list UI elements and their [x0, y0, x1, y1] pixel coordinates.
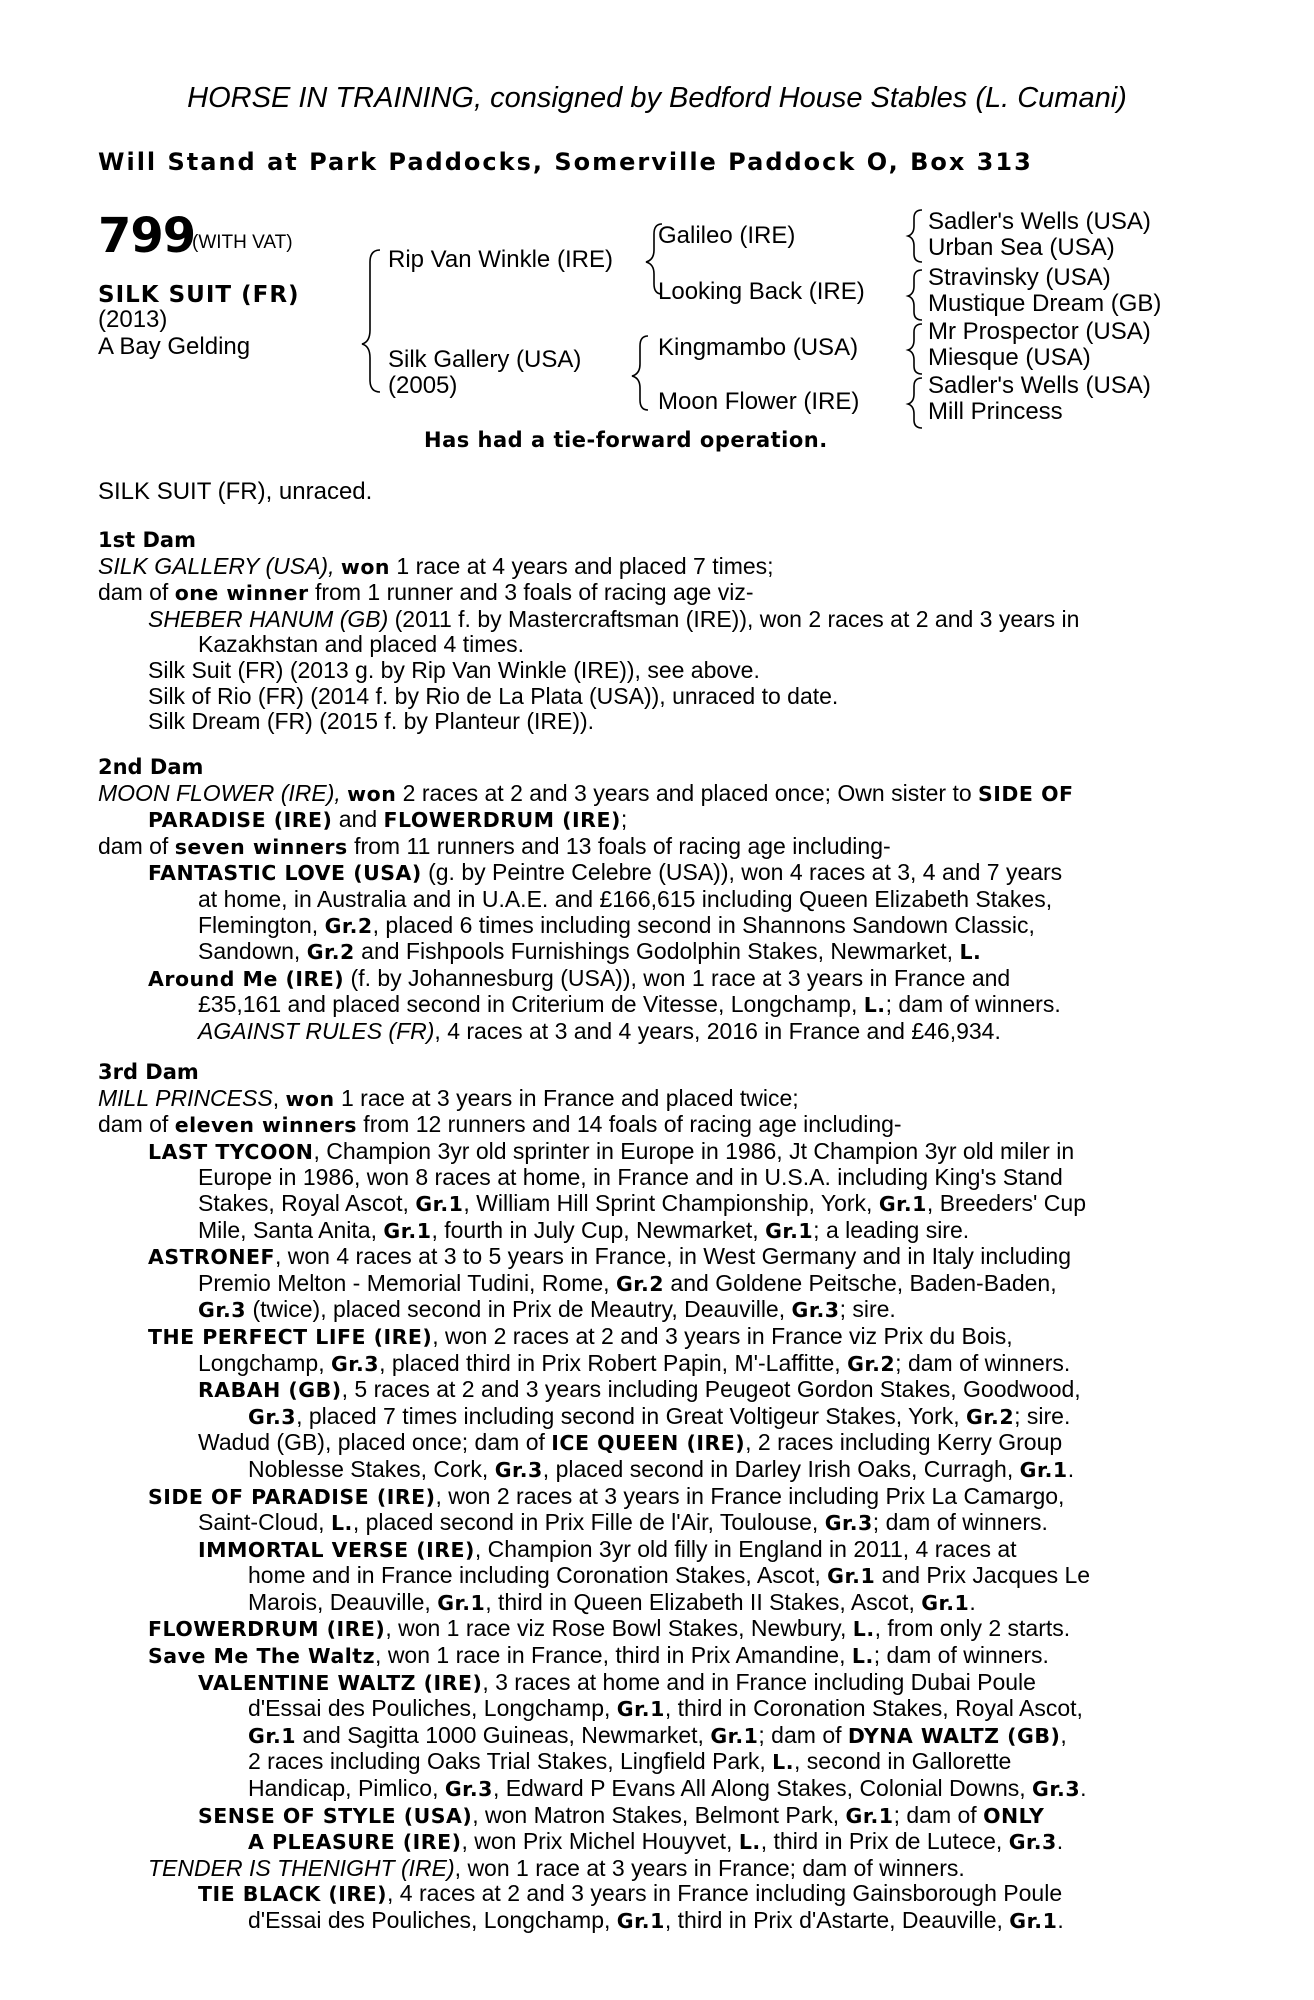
text-run: d'Essai des Pouliches, Longchamp,: [248, 1907, 617, 1933]
text-line: [98, 1908, 1206, 1935]
text-run: Gr.2: [847, 1351, 896, 1376]
text-line: [98, 1324, 1206, 1351]
text-run: Gr.1: [827, 1564, 876, 1589]
text-run: , placed 6 times including second in Shannons Sandown Classic,: [372, 911, 1035, 938]
text-run: Gr.2: [966, 1404, 1015, 1429]
text-run: , third in Coronation Stakes, Royal Ascot,: [664, 1695, 1083, 1722]
text-line: [98, 1723, 1206, 1750]
text-run: SHEBER HANUM (GB): [148, 605, 389, 632]
text-line: [98, 781, 1206, 808]
text-run: , 3 races at home and in France including Dubai Poule: [482, 1668, 1036, 1695]
text-run: A PLEASURE (IRE): [248, 1830, 462, 1855]
text-line: [98, 1244, 1206, 1271]
text-line: [98, 1191, 1206, 1218]
sire-name: Rip Van Winkle (IRE): [388, 246, 613, 273]
text-line: [98, 709, 1206, 735]
page-title: HORSE IN TRAINING, consigned by Bedford House Stables (L. Cumani): [187, 82, 1127, 114]
text-run: ; sire.: [1014, 1402, 1071, 1429]
first-dam-lines: [98, 554, 1206, 735]
text-run: Noblesse Stakes, Cork,: [248, 1455, 495, 1482]
text-run: , third in Prix d'Astarte, Deauville,: [664, 1907, 1010, 1933]
text-line: [98, 1218, 1206, 1245]
text-line: [98, 1139, 1206, 1166]
text-run: Save Me The Waltz: [148, 1644, 376, 1669]
text-run: , second in Gallorette: [794, 1748, 1012, 1775]
text-run: Longchamp,: [198, 1349, 331, 1376]
text-line: [98, 860, 1206, 887]
text-run: Flemington,: [198, 911, 325, 938]
text-run: from 11 runners and 13 foals of racing age including-: [347, 832, 891, 859]
text-run: home and in France including Coronation Stakes, Ascot,: [248, 1562, 828, 1589]
text-line: [98, 1019, 1206, 1045]
text-run: RABAH (GB): [198, 1378, 342, 1403]
text-run: ,: [272, 1084, 286, 1111]
text-run: Premio Melton - Memorial Tudini, Rome,: [198, 1269, 616, 1296]
text-line: [98, 1112, 1206, 1139]
text-run: L.: [852, 1617, 875, 1642]
text-run: SENSE OF STYLE (USA): [198, 1803, 473, 1828]
text-line: [98, 913, 1206, 940]
text-run: won: [285, 1086, 335, 1111]
text-run: Gr.3: [494, 1457, 543, 1482]
text-line: [98, 1776, 1206, 1803]
text-line: [98, 1165, 1206, 1191]
text-run: 1 race at 4 years and placed 7 times;: [390, 552, 774, 579]
text-run: , won 1 race in France, third in Prix Amandine,: [375, 1642, 852, 1669]
text-run: , 5 races at 2 and 3 years including Peugeot Gordon Stakes, Goodwood,: [341, 1376, 1081, 1403]
text-run: L.: [738, 1830, 761, 1855]
text-run: ; dam of: [893, 1801, 984, 1828]
text-run: Gr.1: [878, 1191, 927, 1216]
text-line: [98, 1670, 1206, 1697]
text-run: one winner: [174, 581, 309, 606]
text-run: and Prix Jacques Le: [875, 1562, 1091, 1589]
text-run: , won 1 race at 3 years in France; dam of winners.: [454, 1854, 965, 1881]
text-run: Silk Dream (FR) (2015 f. by Planteur (IRE)).: [148, 708, 595, 735]
text-run: ; a leading sire.: [813, 1216, 970, 1243]
text-run: , 4 races at 3 and 4 years, 2016 in France and £46,934.: [434, 1017, 1001, 1044]
gen3-4: Mustique Dream (GB): [928, 290, 1162, 317]
third-dam-heading: 3rd Dam: [98, 1060, 199, 1084]
text-run: Gr.1: [1009, 1909, 1058, 1933]
text-run: LAST TYCOON: [148, 1139, 314, 1164]
text-run: Gr.1: [710, 1723, 759, 1748]
gen3-5: Mr Prospector (USA): [928, 318, 1151, 345]
text-run: MOON FLOWER (IRE),: [98, 779, 348, 806]
gen3-2: Urban Sea (USA): [928, 234, 1115, 261]
text-line: [98, 1749, 1206, 1776]
text-run: SIDE OF PARADISE (IRE): [148, 1484, 436, 1509]
text-run: won: [347, 781, 397, 806]
text-line: [98, 1696, 1206, 1723]
third-dam-section: [98, 1060, 1206, 1935]
second-dam-section: [98, 755, 1206, 1045]
text-run: Gr.3: [791, 1298, 840, 1323]
text-run: Gr.3: [198, 1298, 247, 1323]
text-line: [98, 1297, 1206, 1324]
text-run: SIDE OF: [978, 781, 1074, 806]
text-run: (f. by Johannesburg (USA)), won 1 race at 3 years in France and: [344, 964, 1011, 991]
text-run: Gr.1: [415, 1191, 464, 1216]
sire-dam: Looking Back (IRE): [658, 278, 865, 305]
text-run: Gr.2: [615, 1271, 665, 1296]
text-run: , third in Queen Elizabeth II Stakes, Ascot,: [485, 1588, 922, 1615]
text-run: Silk of Rio (FR) (2014 f. by Rio de La Plata (USA)), unraced to date.: [148, 682, 839, 709]
gen3-1: Sadler's Wells (USA): [928, 208, 1151, 235]
text-line: [98, 1563, 1206, 1590]
lot-number: 799: [98, 208, 196, 264]
text-line: [98, 1803, 1206, 1830]
text-run: Gr.3: [330, 1351, 380, 1376]
first-dam-heading: 1st Dam: [98, 528, 196, 552]
text-run: Mile, Santa Anita,: [198, 1216, 384, 1243]
text-run: , placed third in Prix Robert Papin, M'-Laffitte,: [379, 1349, 848, 1376]
text-run: , Champion 3yr old sprinter in Europe in 1986, Jt Champion 3yr old miler in: [313, 1137, 1075, 1164]
text-line: [98, 1537, 1206, 1564]
text-run: ; dam of winners.: [872, 1509, 1048, 1536]
text-run: , won Prix Michel Houyvet,: [461, 1828, 739, 1855]
text-run: ICE QUEEN (IRE): [551, 1431, 746, 1456]
text-run: and Fishpools Furnishings Godolphin Stakes, Newmarket,: [354, 938, 960, 965]
text-run: Gr.3: [824, 1511, 873, 1536]
text-run: Kazakhstan and placed 4 times.: [198, 631, 525, 658]
dam-year: (2005): [388, 372, 458, 399]
text-run: TIE BLACK (IRE): [198, 1882, 388, 1907]
text-run: , Edward P Evans All Along Stakes, Colonial Downs,: [492, 1775, 1033, 1802]
text-run: PARADISE (IRE): [148, 808, 333, 833]
text-run: DYNA WALTZ (GB): [847, 1723, 1061, 1748]
text-run: , fourth in July Cup, Newmarket,: [431, 1216, 766, 1243]
text-run: Gr.1: [437, 1590, 486, 1615]
gen3-7: Sadler's Wells (USA): [928, 372, 1151, 399]
text-run: Stakes, Royal Ascot,: [198, 1189, 416, 1216]
text-line: [98, 1404, 1206, 1431]
text-run: Gr.1: [383, 1218, 432, 1243]
text-run: (twice), placed second in Prix de Meautry, Deauville,: [246, 1296, 792, 1323]
text-run: MILL PRINCESS: [98, 1084, 273, 1111]
text-run: ,: [1060, 1721, 1067, 1748]
text-run: AGAINST RULES (FR): [198, 1017, 435, 1044]
text-run: FLOWERDRUM (IRE): [383, 808, 621, 833]
text-run: , placed 7 times including second in Great Voltigeur Stakes, York,: [296, 1402, 967, 1429]
text-run: L.: [851, 1644, 874, 1669]
stand-location: Will Stand at Park Paddocks, Somerville Paddock O, Box 313: [98, 148, 1033, 176]
text-run: .: [1067, 1455, 1075, 1482]
text-run: , 4 races at 2 and 3 years in France including Gainsborough Poule: [387, 1880, 1063, 1907]
horse-description: A Bay Gelding: [98, 333, 251, 360]
text-run: Around Me (IRE): [148, 966, 345, 991]
gen3-6: Miesque (USA): [928, 344, 1091, 371]
text-run: Gr.1: [845, 1803, 894, 1828]
text-run: Gr.3: [444, 1777, 493, 1802]
text-run: Gr.1: [921, 1590, 970, 1615]
dam-name: Silk Gallery (USA): [388, 346, 582, 373]
text-run: and Goldene Peitsche, Baden-Baden,: [664, 1269, 1057, 1296]
horse-year: (2013): [98, 306, 168, 333]
text-run: IMMORTAL VERSE (IRE): [198, 1537, 475, 1562]
text-run: VALENTINE WALTZ (IRE): [198, 1670, 483, 1695]
dam-sire: Kingmambo (USA): [658, 334, 859, 361]
text-line: [98, 1643, 1206, 1670]
text-run: ;: [620, 806, 628, 833]
text-run: ONLY: [983, 1803, 1045, 1828]
text-run: ; dam of winners.: [885, 991, 1061, 1018]
text-run: and Sagitta 1000 Guineas, Newmarket,: [296, 1721, 711, 1748]
text-run: (2011 f. by Mastercraftsman (IRE)), won 2 races at 2 and 3 years in: [388, 605, 1080, 632]
text-run: FANTASTIC LOVE (USA): [148, 861, 422, 886]
text-line: [98, 834, 1206, 861]
text-run: , placed second in Darley Irish Oaks, Curragh,: [542, 1455, 1020, 1482]
gen3-3: Stravinsky (USA): [928, 264, 1111, 291]
text-run: Gr.3: [1032, 1777, 1081, 1802]
text-run: 2 races at 2 and 3 years and placed once; Own sister to: [396, 779, 979, 806]
text-line: [98, 1351, 1206, 1378]
tie-forward-note: Has had a tie-forward operation.: [424, 428, 828, 452]
text-run: won: [340, 554, 390, 579]
text-line: [98, 966, 1206, 993]
text-run: 2 races including Oaks Trial Stakes, Lingfield Park,: [248, 1748, 773, 1775]
text-run: .: [1056, 1828, 1064, 1855]
text-run: and: [332, 806, 384, 833]
text-line: [98, 1457, 1206, 1484]
text-run: Gr.2: [324, 913, 373, 938]
text-line: [98, 1484, 1206, 1511]
text-line: [98, 1616, 1206, 1643]
text-run: .: [969, 1588, 976, 1615]
text-run: L.: [772, 1750, 794, 1775]
text-run: Gr.1: [616, 1909, 665, 1933]
text-run: .: [1080, 1775, 1087, 1802]
text-run: Gr.2: [306, 940, 355, 965]
text-run: , won 2 races at 3 years in France including Prix La Camargo,: [435, 1482, 1065, 1509]
text-run: ; dam of: [758, 1721, 848, 1748]
text-line: [98, 1377, 1206, 1404]
text-line: [98, 1856, 1206, 1882]
text-run: , third in Prix de Lutece,: [760, 1828, 1009, 1855]
text-run: Sandown,: [198, 938, 307, 965]
text-run: , Champion 3yr old filly in England in 2011, 4 races at: [474, 1535, 1017, 1562]
text-line: [98, 992, 1206, 1019]
text-run: .: [1057, 1907, 1064, 1933]
text-run: £35,161 and placed second in Criterium de Vitesse, Longchamp,: [198, 991, 864, 1018]
text-run: from 1 runner and 3 foals of racing age viz-: [308, 579, 754, 606]
text-run: TENDER IS THENIGHT (IRE): [148, 1854, 455, 1881]
text-run: FLOWERDRUM (IRE): [148, 1617, 386, 1642]
text-run: Silk Suit (FR) (2013 g. by Rip Van Winkle (IRE)), see above.: [148, 656, 760, 683]
text-run: dam of: [98, 832, 175, 859]
text-run: Gr.3: [248, 1404, 297, 1429]
text-run: dam of: [98, 579, 175, 606]
sire-sire: Galileo (IRE): [658, 222, 796, 249]
text-line: [98, 1086, 1206, 1113]
text-line: [98, 684, 1206, 710]
text-run: dam of: [98, 1111, 175, 1138]
second-dam-heading: 2nd Dam: [98, 755, 204, 779]
text-run: (g. by Peintre Celebre (USA)), won 4 races at 3, 4 and 7 years: [421, 859, 1063, 886]
text-line: [98, 1829, 1206, 1856]
text-line: [98, 1510, 1206, 1537]
horse-name: SILK SUIT (FR): [98, 282, 300, 308]
text-run: ; dam of winners.: [895, 1349, 1071, 1376]
second-dam-lines: [98, 781, 1206, 1045]
text-line: [98, 1271, 1206, 1298]
text-line: [98, 1590, 1206, 1617]
text-line: [98, 1430, 1206, 1457]
text-run: , Breeders' Cup: [926, 1189, 1087, 1216]
text-line: [98, 1881, 1206, 1908]
text-run: Marois, Deauville,: [248, 1588, 438, 1615]
text-run: L.: [959, 940, 982, 965]
text-line: [98, 939, 1206, 966]
third-dam-lines: [98, 1086, 1206, 1935]
first-dam-section: [98, 528, 1206, 735]
text-run: , won 2 races at 2 and 3 years in France viz Prix du Bois,: [432, 1322, 1013, 1349]
text-run: L.: [330, 1511, 353, 1536]
dam-dam: Moon Flower (IRE): [658, 388, 860, 415]
text-run: , from only 2 starts.: [874, 1615, 1071, 1642]
text-run: Gr.1: [248, 1723, 297, 1748]
text-run: Wadud (GB), placed once; dam of: [198, 1429, 552, 1456]
text-run: ; dam of winners.: [873, 1642, 1049, 1669]
race-summary: SILK SUIT (FR), unraced.: [98, 478, 373, 505]
text-run: eleven winners: [174, 1113, 357, 1138]
vat-note: (WITH VAT): [192, 232, 293, 253]
text-run: , placed second in Prix Fille de l'Air, Toulouse,: [352, 1509, 825, 1536]
text-line: [98, 658, 1206, 684]
text-line: [98, 807, 1206, 834]
text-run: Gr.1: [616, 1697, 665, 1722]
text-line: [98, 887, 1206, 913]
text-run: , William Hill Sprint Championship, York,: [463, 1189, 879, 1216]
text-run: , 2 races including Kerry Group: [745, 1429, 1063, 1456]
text-line: [98, 554, 1206, 581]
text-run: at home, in Australia and in U.A.E. and £166,615 including Queen Elizabeth Stakes,: [198, 885, 1053, 912]
text-run: SILK GALLERY (USA),: [98, 552, 341, 579]
text-run: Europe in 1986, won 8 races at home, in France and in U.S.A. including King's Stand: [198, 1164, 1063, 1191]
text-run: Handicap, Pimlico,: [248, 1775, 445, 1802]
text-run: ; sire.: [839, 1296, 896, 1323]
text-run: , won 4 races at 3 to 5 years in France, in West Germany and in Italy including: [275, 1243, 1072, 1270]
text-run: Gr.1: [765, 1218, 814, 1243]
text-run: THE PERFECT LIFE (IRE): [148, 1324, 433, 1349]
text-line: [98, 607, 1206, 633]
text-run: Gr.1: [1019, 1457, 1068, 1482]
gen3-8: Mill Princess: [928, 398, 1063, 425]
text-run: seven winners: [174, 834, 348, 859]
text-run: ASTRONEF: [148, 1245, 275, 1270]
text-run: , won 1 race viz Rose Bowl Stakes, Newbury,: [385, 1615, 853, 1642]
text-run: L.: [863, 993, 886, 1018]
text-run: d'Essai des Pouliches, Longchamp,: [248, 1695, 617, 1722]
text-line: [98, 632, 1206, 658]
text-run: from 12 runners and 14 foals of racing age including-: [356, 1111, 902, 1138]
text-run: Saint-Cloud,: [198, 1509, 331, 1536]
text-run: , won Matron Stakes, Belmont Park,: [472, 1801, 846, 1828]
text-line: [98, 580, 1206, 607]
text-run: 1 race at 3 years in France and placed twice;: [334, 1084, 799, 1111]
text-run: Gr.3: [1008, 1830, 1057, 1855]
